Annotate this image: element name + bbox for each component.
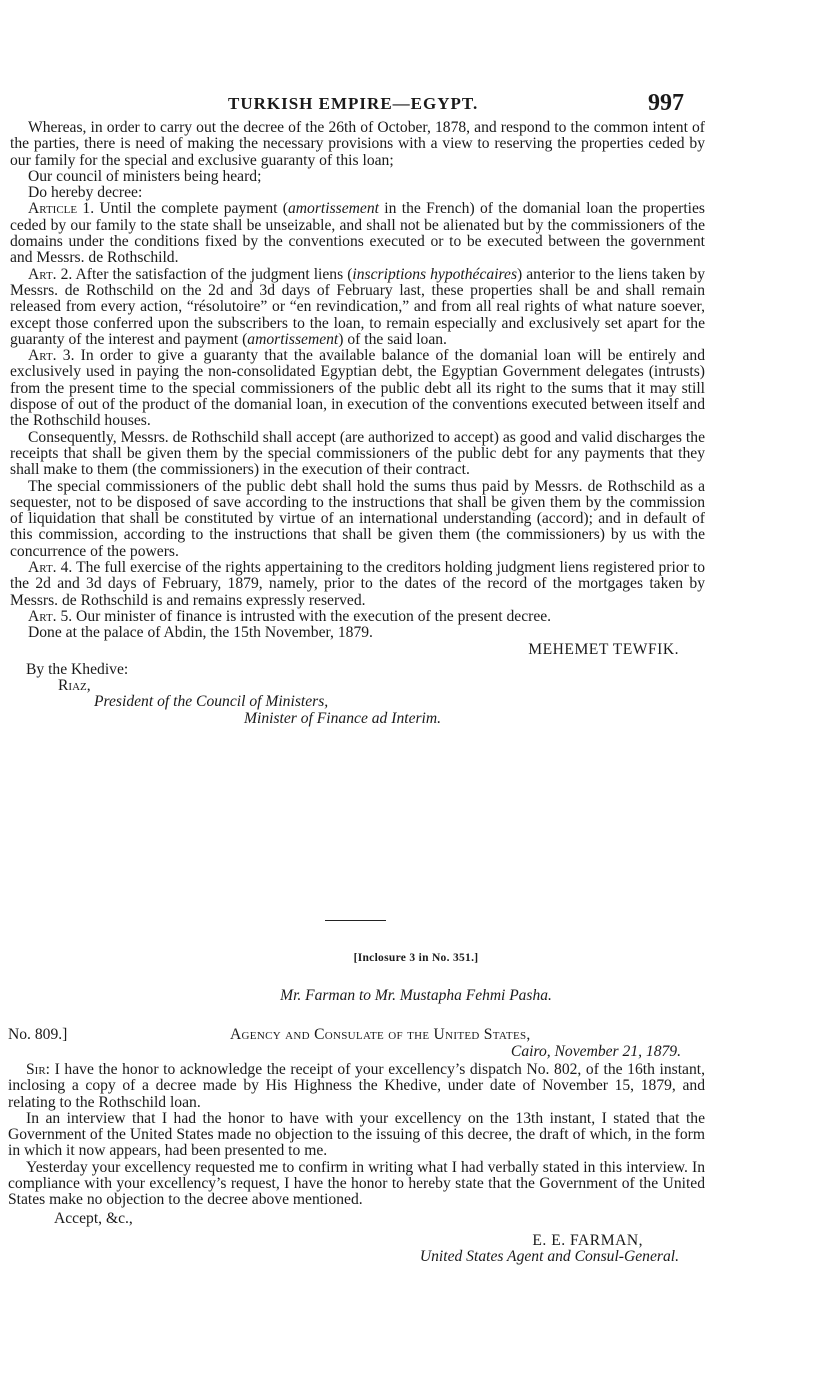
farman-title: United States Agent and Consul-General. <box>419 1248 679 1266</box>
article-2-label: Art. 2. <box>28 265 73 283</box>
agency-heading: Agency and Consulate of the United States, <box>230 1026 531 1043</box>
khedive-signature: MEHEMET TEWFIK. <box>528 640 679 658</box>
paragraph-decree: Do hereby decree: <box>28 184 143 202</box>
farman-signature: E. E. FARMAN, <box>532 1231 643 1249</box>
letter-text <box>8 1027 705 1266</box>
paragraph-special-commissioners: The special commissioners of the public debt shall hold the sums thus paid by Messrs. de Rothschild as a sequester, not to be disposed of save according to the instructions that shall be given them by the commission of liquidation that shall be constituted by virtue of an international understanding (accord); and in default of this commission, according to the instructions that shall be given them (the commissioners) by us with the concurrence of the powers. <box>10 477 705 560</box>
paragraph-consequently: Consequently, Messrs. de Rothschild shall accept (are authorized to accept) as good and valid discharges the receipts that shall be given them by the special commissioners of the public debt for any payments that they shall make to them (the commissioners) in the execution of their contract. <box>10 428 705 479</box>
article-2: Art. 2. After the satisfaction of the judgment liens (inscriptions hypothécaires) anterior to the liens taken by Messrs. de Rothschild on the 2d and 3d days of February last, these properties shall be and shall remain released from every action, “résolutoire” or “en revindication,” and from all real rights of what nature soever, except those conferred upon the subscribers to the loan, to remain especially and exclusively set apart for the guaranty of the interest and payment (amortissement) of the said loan. <box>10 265 705 348</box>
done-at-line: Done at the palace of Abdin, the 15th November, 1879. <box>28 624 373 642</box>
by-the-khedive: By the Khedive: <box>26 660 129 678</box>
article-3-label: Art. 3. <box>28 347 75 365</box>
riaz-signature: Riaz, <box>58 677 91 695</box>
page-number: 997 <box>648 90 684 116</box>
section-divider <box>325 920 386 921</box>
article-5-label: Art. 5. <box>28 607 73 625</box>
paragraph-whereas: Whereas, in order to carry out the decree of the 26th of October, 1878, and respond to the common intent of the parties, there is need of making the necessary provisions with a view to reserving the properties ceded by our family for the special and exclusive guaranty of this loan; <box>10 119 705 169</box>
article-1-label: Article 1. <box>28 200 95 218</box>
letter-paragraph-2: In an interview that I had the honor to have with your excellency on the 13th instant, I stated that the Government of the United States made no objection to the issuing of this decree, the draft of which, in the form in which it now appears, had been presented to me. <box>8 1109 705 1160</box>
letter-number-line <box>8 1027 705 1044</box>
inclosure-label: [Inclosure 3 in No. 351.] <box>353 952 479 964</box>
letter-dateline: Cairo, November 21, 1879. <box>510 1043 681 1060</box>
riaz-title-president: President of the Council of Ministers, <box>94 693 329 711</box>
paragraph-council: Our council of ministers being heard; <box>28 167 262 185</box>
article-1: Article 1. Until the complete payment (amortissement in the French) of the domanial loan the properties ceded by our family to the state shall be unseizable, and shall not be alienated but by the commissioners of the domains under the conditions fixed by the conventions executed or to be executed between the government and Messrs. de Rothschild. <box>10 200 705 267</box>
article-4-label: Art. 4. <box>28 559 73 577</box>
riaz-title-minister: Minister of Finance ad Interim. <box>244 709 442 727</box>
running-head <box>0 92 832 118</box>
letter-closing: Accept, &c., <box>54 1209 133 1227</box>
article-5: Art. 5. Our minister of finance is intrusted with the execution of the present decree. <box>28 607 552 625</box>
letter-heading: Mr. Farman to Mr. Mustapha Fehmi Pasha. <box>280 987 552 1004</box>
letter-number: No. 809.] <box>8 1026 68 1043</box>
salutation: Sir: <box>26 1061 51 1078</box>
decree-text <box>10 120 705 727</box>
article-4: Art. 4. The full exercise of the rights appertaining to the creditors holding judgment liens registered prior to the 2d and 3d days of February, 1879, namely, prior to the dates of the record of the mortgages taken by Messrs. de Rothschild is and remains expressly reserved. <box>10 559 705 609</box>
running-title: TURKISH EMPIRE—EGYPT. <box>228 94 479 113</box>
letter-paragraph-1: Sir: I have the honor to acknowledge the receipt of your excellency’s dispatch No. 802, of the 16th instant, inclosing a copy of a decree made by His Highness the Khedive, under date of November 15, 1879, and relating to the Rothschild loan. <box>8 1061 705 1111</box>
article-3: Art. 3. In order to give a guaranty that the available balance of the domanial loan will be entirely and exclusively used in paying the non-consolidated Egyptian debt, the Egyptian Government delegates (intrusts) from the present time to the special commissioners of the public debt all its right to the sums that it may still dispose of out of the product of the domanial loan, in execution of the conventions executed between itself and the Rothschild houses. <box>10 347 705 430</box>
letter-paragraph-3: Yesterday your excellency requested me to confirm in writing what I had verbally stated in this interview. In compliance with your excellency’s request, I have the honor to hereby state that the Government of the United States make no objection to the decree above mentioned. <box>8 1158 705 1209</box>
